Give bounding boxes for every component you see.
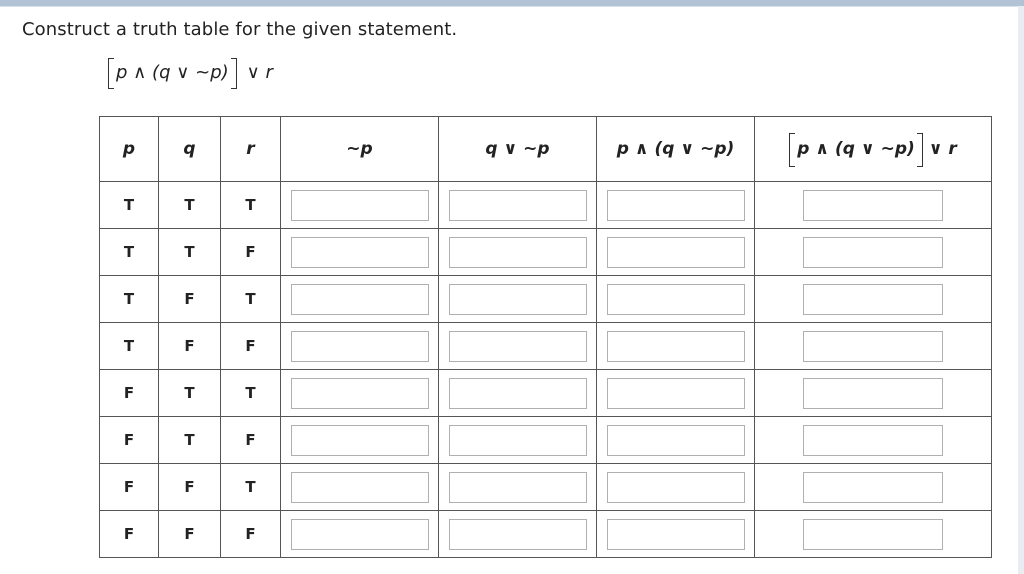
- p-and-answer-input[interactable]: [607, 472, 745, 503]
- cell-p-and: [597, 276, 755, 323]
- cell-q-or-not-p: [439, 464, 597, 511]
- not-p-answer-input[interactable]: [291, 519, 429, 550]
- cell-r: F: [221, 323, 281, 370]
- cell-q: T: [159, 229, 221, 276]
- table-row: [100, 370, 992, 417]
- header-bracket: [789, 139, 923, 159]
- cell-q: F: [159, 276, 221, 323]
- cell-full-statement: [755, 464, 992, 511]
- cell-q-or-not-p: [439, 417, 597, 464]
- cell-full-statement: [755, 511, 992, 558]
- q-or-not-p-answer-input[interactable]: [449, 519, 587, 550]
- cell-full-statement: [755, 370, 992, 417]
- cell-q: T: [159, 182, 221, 229]
- header-row: [100, 117, 992, 182]
- statement-tail: ∨ r: [246, 62, 273, 83]
- cell-p: T: [100, 182, 159, 229]
- header-q-or-not-p: q ∨ ~p: [439, 117, 597, 182]
- cell-p: T: [100, 229, 159, 276]
- cell-q-or-not-p: [439, 323, 597, 370]
- cell-r: T: [221, 276, 281, 323]
- table-row: [100, 417, 992, 464]
- q-or-not-p-answer-input[interactable]: [449, 331, 587, 362]
- cell-r: F: [221, 417, 281, 464]
- cell-p-and: [597, 229, 755, 276]
- cell-r: T: [221, 464, 281, 511]
- cell-full-statement: [755, 323, 992, 370]
- cell-not-p: [281, 417, 439, 464]
- cell-p: F: [100, 417, 159, 464]
- cell-not-p: [281, 229, 439, 276]
- full-statement-answer-input[interactable]: [803, 284, 943, 315]
- cell-p-and: [597, 464, 755, 511]
- p-and-answer-input[interactable]: [607, 425, 745, 456]
- cell-q-or-not-p: [439, 511, 597, 558]
- table-row: [100, 182, 992, 229]
- p-and-answer-input[interactable]: [607, 519, 745, 550]
- header-full-statement: [755, 117, 992, 182]
- q-or-not-p-answer-input[interactable]: [449, 284, 587, 315]
- p-and-answer-input[interactable]: [607, 331, 745, 362]
- cell-q-or-not-p: [439, 370, 597, 417]
- cell-q: F: [159, 511, 221, 558]
- cell-full-statement: [755, 182, 992, 229]
- cell-full-statement: [755, 229, 992, 276]
- q-or-not-p-answer-input[interactable]: [449, 190, 587, 221]
- header-p: p: [100, 117, 159, 182]
- statement-bracket: [108, 62, 237, 83]
- cell-p-and: [597, 370, 755, 417]
- cell-q: T: [159, 417, 221, 464]
- full-statement-answer-input[interactable]: [803, 237, 943, 268]
- cell-not-p: [281, 370, 439, 417]
- table-row: [100, 323, 992, 370]
- cell-full-statement: [755, 417, 992, 464]
- p-and-answer-input[interactable]: [607, 378, 745, 409]
- header-full-tail: ∨ r: [928, 139, 957, 159]
- cell-r: F: [221, 229, 281, 276]
- cell-r: T: [221, 182, 281, 229]
- cell-r: F: [221, 511, 281, 558]
- truth-table: [99, 116, 992, 558]
- scroll-edge: [1018, 6, 1024, 574]
- table-row: [100, 229, 992, 276]
- cell-full-statement: [755, 276, 992, 323]
- header-q: q: [159, 117, 221, 182]
- header-full-inner: p ∧ (q ∨ ~p): [797, 139, 915, 159]
- full-statement-answer-input[interactable]: [803, 331, 943, 362]
- cell-q-or-not-p: [439, 276, 597, 323]
- cell-p: F: [100, 511, 159, 558]
- table-row: [100, 276, 992, 323]
- cell-p-and: [597, 417, 755, 464]
- full-statement-answer-input[interactable]: [803, 472, 943, 503]
- cell-p-and: [597, 323, 755, 370]
- statement-inner: p ∧ (q ∨ ~p): [116, 62, 229, 83]
- not-p-answer-input[interactable]: [291, 284, 429, 315]
- cell-p-and: [597, 511, 755, 558]
- full-statement-answer-input[interactable]: [803, 519, 943, 550]
- not-p-answer-input[interactable]: [291, 472, 429, 503]
- full-statement-answer-input[interactable]: [803, 378, 943, 409]
- q-or-not-p-answer-input[interactable]: [449, 425, 587, 456]
- cell-q: T: [159, 370, 221, 417]
- not-p-answer-input[interactable]: [291, 331, 429, 362]
- cell-not-p: [281, 276, 439, 323]
- cell-not-p: [281, 464, 439, 511]
- cell-q-or-not-p: [439, 229, 597, 276]
- table-row: [100, 464, 992, 511]
- cell-q: F: [159, 464, 221, 511]
- cell-p: F: [100, 370, 159, 417]
- cell-not-p: [281, 511, 439, 558]
- cell-p: T: [100, 323, 159, 370]
- header-not-p: ~p: [281, 117, 439, 182]
- cell-q: F: [159, 323, 221, 370]
- full-statement-answer-input[interactable]: [803, 190, 943, 221]
- top-divider: [0, 6, 1024, 7]
- cell-q-or-not-p: [439, 182, 597, 229]
- statement: [108, 62, 273, 83]
- instruction-text: Construct a truth table for the given statement.: [22, 19, 458, 40]
- full-statement-answer-input[interactable]: [803, 425, 943, 456]
- header-r: r: [221, 117, 281, 182]
- table-row: [100, 511, 992, 558]
- cell-not-p: [281, 182, 439, 229]
- cell-p: T: [100, 276, 159, 323]
- cell-not-p: [281, 323, 439, 370]
- not-p-answer-input[interactable]: [291, 378, 429, 409]
- cell-p: F: [100, 464, 159, 511]
- q-or-not-p-answer-input[interactable]: [449, 378, 587, 409]
- p-and-answer-input[interactable]: [607, 284, 745, 315]
- not-p-answer-input[interactable]: [291, 190, 429, 221]
- header-p-and: p ∧ (q ∨ ~p): [597, 117, 755, 182]
- p-and-answer-input[interactable]: [607, 237, 745, 268]
- q-or-not-p-answer-input[interactable]: [449, 237, 587, 268]
- cell-r: T: [221, 370, 281, 417]
- not-p-answer-input[interactable]: [291, 237, 429, 268]
- q-or-not-p-answer-input[interactable]: [449, 472, 587, 503]
- cell-p-and: [597, 182, 755, 229]
- not-p-answer-input[interactable]: [291, 425, 429, 456]
- p-and-answer-input[interactable]: [607, 190, 745, 221]
